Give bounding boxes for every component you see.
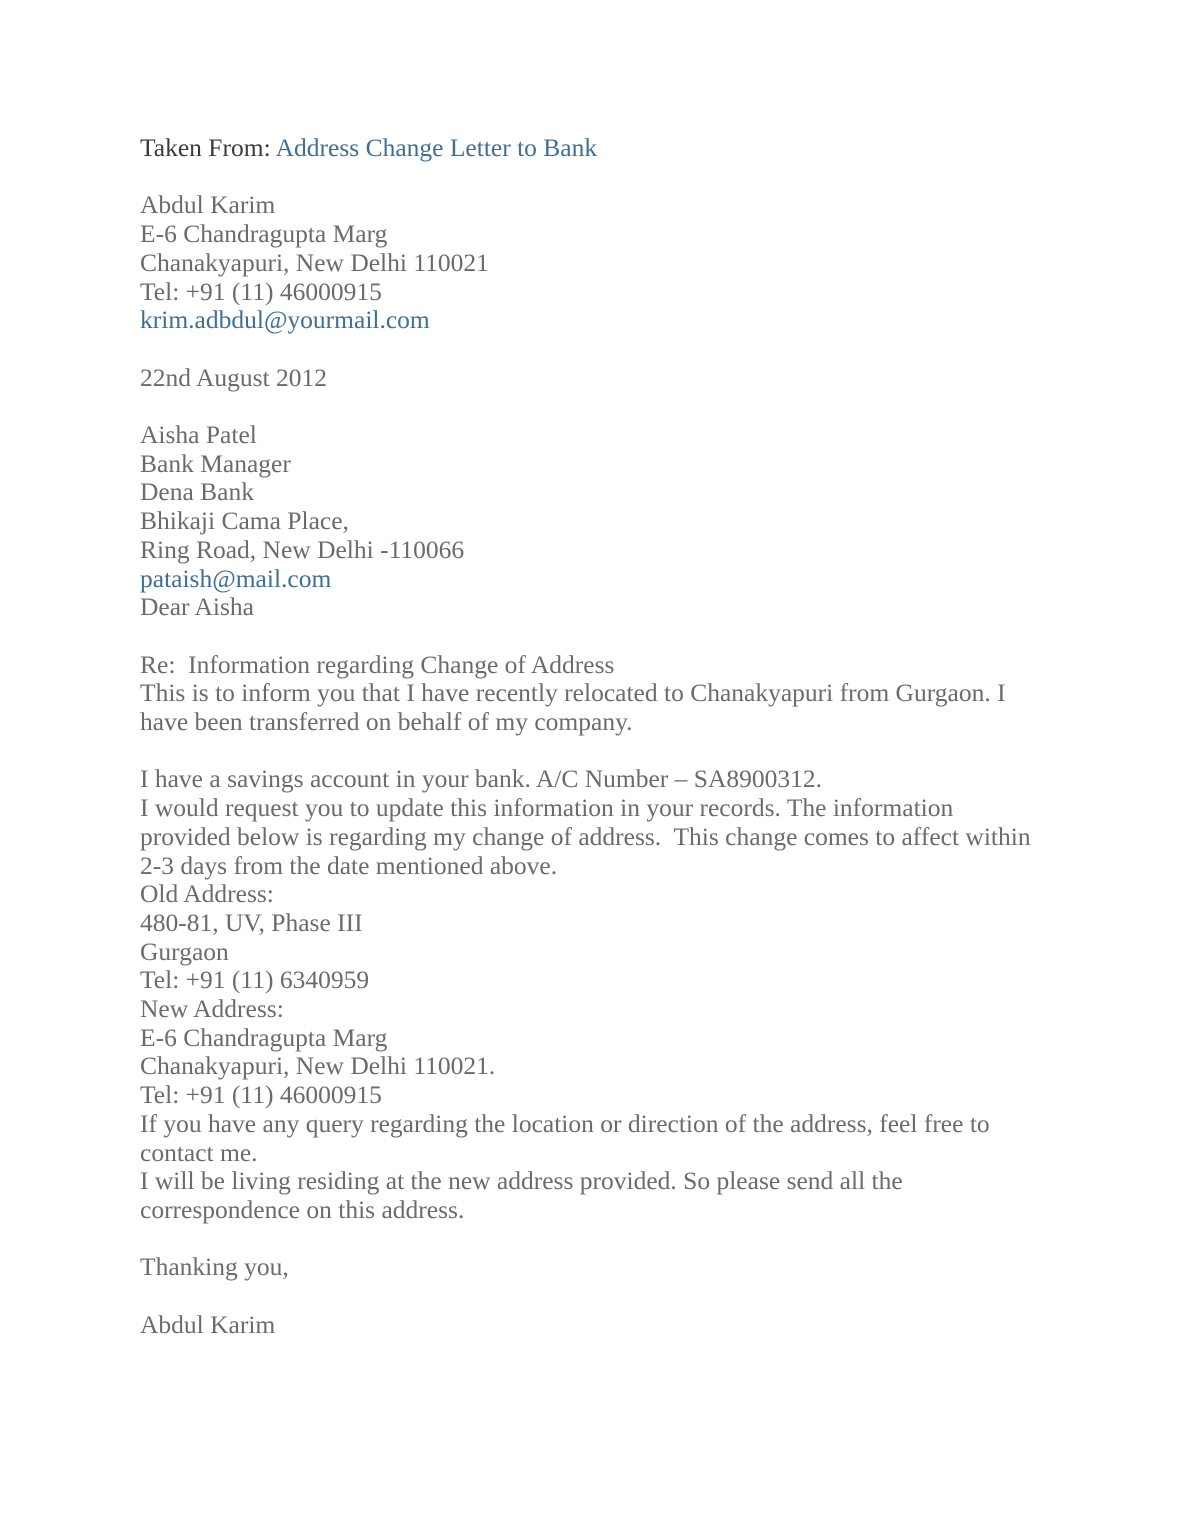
sender-telephone: Tel: +91 (11) 46000915	[140, 276, 382, 306]
new-address-line-1: E-6 Chandragupta Marg	[140, 1022, 388, 1052]
letter-date: 22nd August 2012	[140, 362, 328, 392]
sender-address-line-1: E-6 Chandragupta Marg	[140, 219, 388, 249]
spacer	[140, 622, 1035, 651]
recipient-title: Bank Manager	[140, 448, 291, 478]
old-address-line-2: Gurgaon	[140, 936, 229, 966]
spacer	[140, 1225, 1035, 1254]
new-address-label: New Address:	[140, 994, 284, 1024]
recipient-name: Aisha Patel	[140, 419, 257, 449]
closing-line: Thanking you,	[140, 1252, 289, 1282]
new-address-line-2: Chanakyapuri, New Delhi 110021.	[140, 1051, 496, 1081]
old-address-telephone: Tel: +91 (11) 6340959	[140, 965, 370, 995]
sender-email-link[interactable]: krim.adbdul@yourmail.com	[140, 305, 430, 335]
sender-name: Abdul Karim	[140, 190, 276, 220]
signature-block	[140, 1311, 1035, 1340]
old-address-label: Old Address:	[140, 879, 274, 909]
spacer	[140, 335, 1035, 364]
recipient-email-link[interactable]: pataish@mail.com	[140, 563, 332, 593]
old-address-line-1: 480-81, UV, Phase III	[140, 907, 363, 937]
spacer	[140, 163, 1035, 192]
account-details-block	[140, 765, 1035, 1224]
new-address-telephone: Tel: +91 (11) 46000915	[140, 1080, 382, 1110]
residing-paragraph: I will be living residing at the new address provided. So please send all the correspondence on this address.	[140, 1166, 910, 1224]
salutation: Dear Aisha	[140, 592, 255, 622]
letter-body	[140, 191, 1035, 1339]
source-attribution	[140, 134, 1035, 163]
subject-and-intro-block	[140, 651, 1035, 737]
signature-name: Abdul Karim	[140, 1309, 276, 1339]
query-paragraph: If you have any query regarding the location or direction of the address, feel free to contact me.	[140, 1108, 997, 1167]
source-prefix-label: Taken From:	[140, 133, 276, 162]
sender-block	[140, 191, 1035, 335]
spacer	[140, 737, 1035, 766]
account-number-line: I have a savings account in your bank. A/C Number – SA8900312.	[140, 764, 823, 794]
spacer	[140, 1282, 1035, 1311]
date-block	[140, 364, 1035, 393]
source-document-link[interactable]: Address Change Letter to Bank	[275, 133, 598, 162]
recipient-address-line-1: Bhikaji Cama Place,	[140, 506, 349, 536]
spacer	[140, 392, 1035, 421]
recipient-organization: Dena Bank	[140, 477, 255, 507]
recipient-address-line-2: Ring Road, New Delhi -110066	[140, 534, 465, 564]
update-request-paragraph: I would request you to update this information in your records. The information provided below is regarding my change of address. This change comes to affect within 2-3 days from the date mentioned above.	[140, 793, 1037, 880]
subject-line: Re: Information regarding Change of Address	[140, 649, 615, 679]
recipient-block	[140, 421, 1035, 622]
closing-block	[140, 1253, 1035, 1282]
intro-paragraph: This is to inform you that I have recently relocated to Chanakyapuri from Gurgaon. I have been transferred on behalf of my company.	[140, 678, 1012, 736]
sender-address-line-2: Chanakyapuri, New Delhi 110021	[140, 247, 489, 277]
